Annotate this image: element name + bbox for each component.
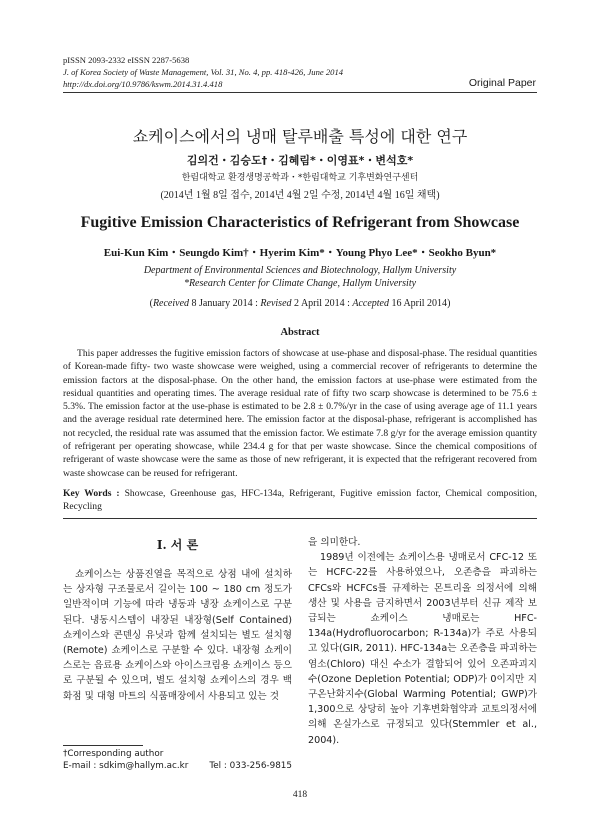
journal-header xyxy=(63,54,343,90)
abstract-rule xyxy=(63,518,537,519)
intro-left-column: 쇼케이스는 상품진열을 목적으로 상점 내에 설치하는 상자형 구조물로서 길이는 100 ~ 180 cm 정도가 일반적이며 기능에 따라 냉동과 냉장 쇼케이스로 구분된다. 냉동시스템이 내장된 내장형(Self Contained) 쇼케이스와 콘덴싱 유닛과 함께 설치되는 별도 설치형(Remote) 쇼케이스로 구분할 수 있다. 내장형 쇼케이스로는 음료용 쇼케이스와 아이스크림용 쇼케이스 등으로 구분될 수 있으며, 별도 설치형 쇼케이스의 경우 백화점 및 대형 마트의 식품매장에서 사용되고 있는 것 xyxy=(63,569,292,702)
corresponding-author-label: †Corresponding author xyxy=(63,749,164,759)
abstract-text: This paper addresses the fugitive emission factors of showcase at use-phase and disposal-phase. The residual quantities of Korean-made fifty- two waste showcase were weighed, using a commercial recover of refrigerants to determine the emission factors at the disposal-phase. On the other hand, the emission factors at use-phase were estimated from the residual quantities and operating times. The average residual rate of fifty two scarp showcase is determined to be 75.6 ± 5.3%. The emission factor at the use-phase is estimated to be 2.8 ± 0.7%/yr in the case of using average age of 11.1 years and the average residual rate determined here. The emission factor at the disposal-phase, refrigerant is accomplished has not recycled, the residual rate was assumed that the emission factor. We estimate 7.8 g/yr for the average emission quantity of refrigerant per operating showcase, while 234.4 g for that per waste showcase. Since the chemical compositions of refrigerant of waste showcase were the same as those of new refrigerant, it is expected that the refrigerant recovered from waste showcase can be reused for refrigerant. xyxy=(63,348,537,479)
accepted-date: 16 April 2014 xyxy=(389,298,448,309)
keywords xyxy=(63,487,537,514)
revised-date: 2 April 2014 : xyxy=(291,298,353,309)
keywords-list: Showcase, Greenhouse gas, HFC-134a, Refrigerant, Fugitive emission factor, Chemical composition, Recycling xyxy=(63,488,537,513)
issn: pISSN 2093-2332 eISSN 2287-5638 xyxy=(63,55,190,65)
keywords-label: Key Words : xyxy=(63,488,125,499)
intro-right-continuation: 을 의미한다. xyxy=(308,537,361,548)
korean-title: 쇼케이스에서의 냉매 탈루배출 특성에 대한 연구 xyxy=(132,127,468,146)
received-label: Received xyxy=(152,298,190,309)
korean-affiliation: 한림대학교 환경생명공학과・*한림대학교 기후변화연구센터 xyxy=(181,173,419,183)
section-heading-introduction: I. 서 론 xyxy=(156,538,199,552)
english-authors: Eui-Kun Kim・Seungdo Kim†・Hyerim Kim*・Young Phyo Lee*・Seokho Byun* xyxy=(103,247,497,259)
affiliation-line-2: *Research Center for Climate Change, Hallym University xyxy=(183,278,417,289)
journal-citation: J. of Korea Society of Waste Management, Vol. 31, No. 4, pp. 418-426, June 2014 xyxy=(63,67,344,77)
korean-authors: 김의건・김승도†・김혜림*・이영표*・변석호* xyxy=(186,154,414,167)
header-rule xyxy=(63,92,537,93)
english-received-dates: (Received 8 January 2014 : Revised 2 April 2014 : Accepted 16 April 2014) xyxy=(149,298,451,309)
intro-right-column xyxy=(308,535,537,748)
accepted-label: Accepted xyxy=(352,298,389,309)
author-phone: Tel : 033-256-9815 xyxy=(209,761,292,771)
article-type: Original Paper xyxy=(468,77,536,89)
affiliation-line-1: Department of Environmental Sciences and Biotechnology, Hallym University xyxy=(143,265,457,276)
footnote-rule xyxy=(63,745,143,746)
author-email[interactable]: E-mail : sdkim@hallym.ac.kr xyxy=(63,761,189,771)
received-date: 8 January 2014 : xyxy=(189,298,261,309)
doi-link[interactable]: http://dx.doi.org/10.9786/kswm.2014.31.4.418 xyxy=(63,79,223,89)
intro-right-paragraph: 1989년 이전에는 쇼케이스용 냉매로서 CFC-12 또는 HCFC-22를 사용하였으나, 오존층을 파괴하는 CFCs와 HCFCs를 규제하는 몬트리올 의정서에 의해 생산 및 사용을 금지하면서 2003년부터 신규 제작 보급되는 쇼케이스 냉매로는 HFC-134a(Hydrofluorocarbon; R-134a)가 주로 사용되고 있다(GIR, 2011). HFC-134a는 오존층을 파괴하는 염소(Chloro) 대신 수소가 결합되어 있어 오존파괴지수(Ozone Depletion Potential; ODP)가 0이지만 지구온난화지수(Global Warming Potential; GWP)가 1,300으로 상당히 높아 기후변화협약과 교토의정서에 의해 온실가스로 규정되고 있다(Stemmler et al., 2004). xyxy=(308,552,537,746)
english-title: Fugitive Emission Characteristics of Refrigerant from Showcase xyxy=(80,214,520,231)
footnote xyxy=(63,748,292,772)
english-affiliation xyxy=(63,264,537,290)
revised-label: Revised xyxy=(260,298,292,309)
korean-received-dates: (2014년 1월 8일 접수, 2014년 4월 2일 수정, 2014년 4월 16일 채택) xyxy=(160,190,440,201)
page-number: 418 xyxy=(292,790,308,800)
abstract-heading: Abstract xyxy=(280,327,320,338)
